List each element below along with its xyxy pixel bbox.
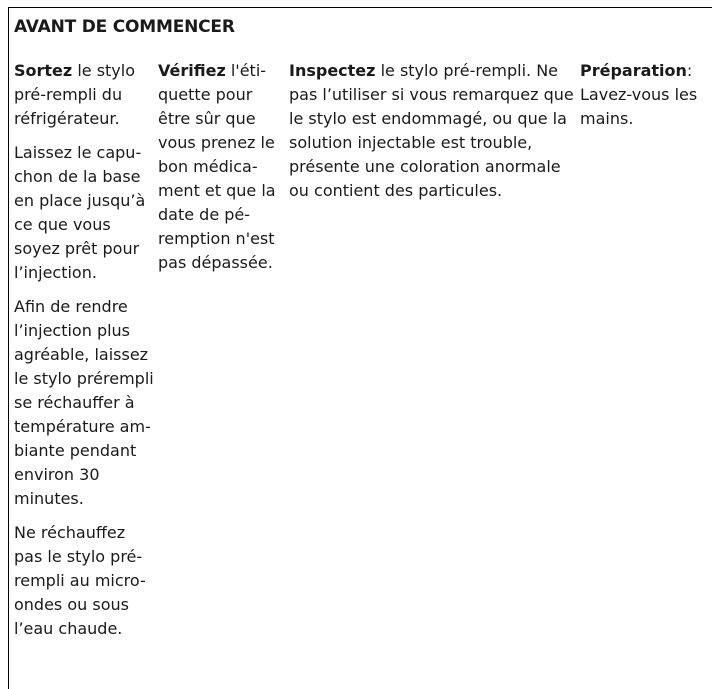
document-page (8, 7, 712, 689)
step-lead: Sortez (14, 61, 73, 80)
column-inspectez (289, 59, 574, 213)
step-lead: Inspectez (289, 61, 376, 80)
step-separator: : (686, 61, 693, 80)
step-preparation (580, 59, 710, 131)
step-text: l'étiquette pour être sûr que vous prenez le bon médicament et que la date de péremption n'est pas dépassée. (158, 61, 276, 272)
step-inspectez (289, 59, 574, 203)
note-paragraph: Ne réchauffez pas le stylo prérempli au micro-ondes ou sous l’eau chaude. (14, 523, 146, 638)
column-sortez (14, 59, 154, 651)
step-lead: Préparation (580, 61, 687, 80)
step-text: le stylo pré‑rempli du réfrigérateur. (14, 61, 135, 128)
step-verifiez (158, 59, 285, 275)
note-paragraph: Laissez le capuchon de la base en place jusqu’à ce que vous soyez prêt pour l’injection. (14, 143, 146, 282)
note-paragraph: Afin de rendre l’injection plus agréable, laissez le stylo prérempli se réchauffer à température ambiante pendant environ 30 minutes. (14, 297, 154, 508)
step-text: Lavez-vous les mains. (580, 85, 698, 128)
step-lead: Vérifiez (158, 61, 226, 80)
column-verifiez (158, 59, 285, 285)
section-title: AVANT DE COMMENCER (14, 17, 235, 37)
step-text: le stylo pré-rempli. Ne pas l’utiliser si vous remarquez que le stylo est endommagé, ou que la solution injectable est trouble, présente une coloration anormale ou contient des particules. (289, 61, 574, 200)
column-preparation (580, 59, 710, 141)
step-sortez (14, 59, 154, 131)
